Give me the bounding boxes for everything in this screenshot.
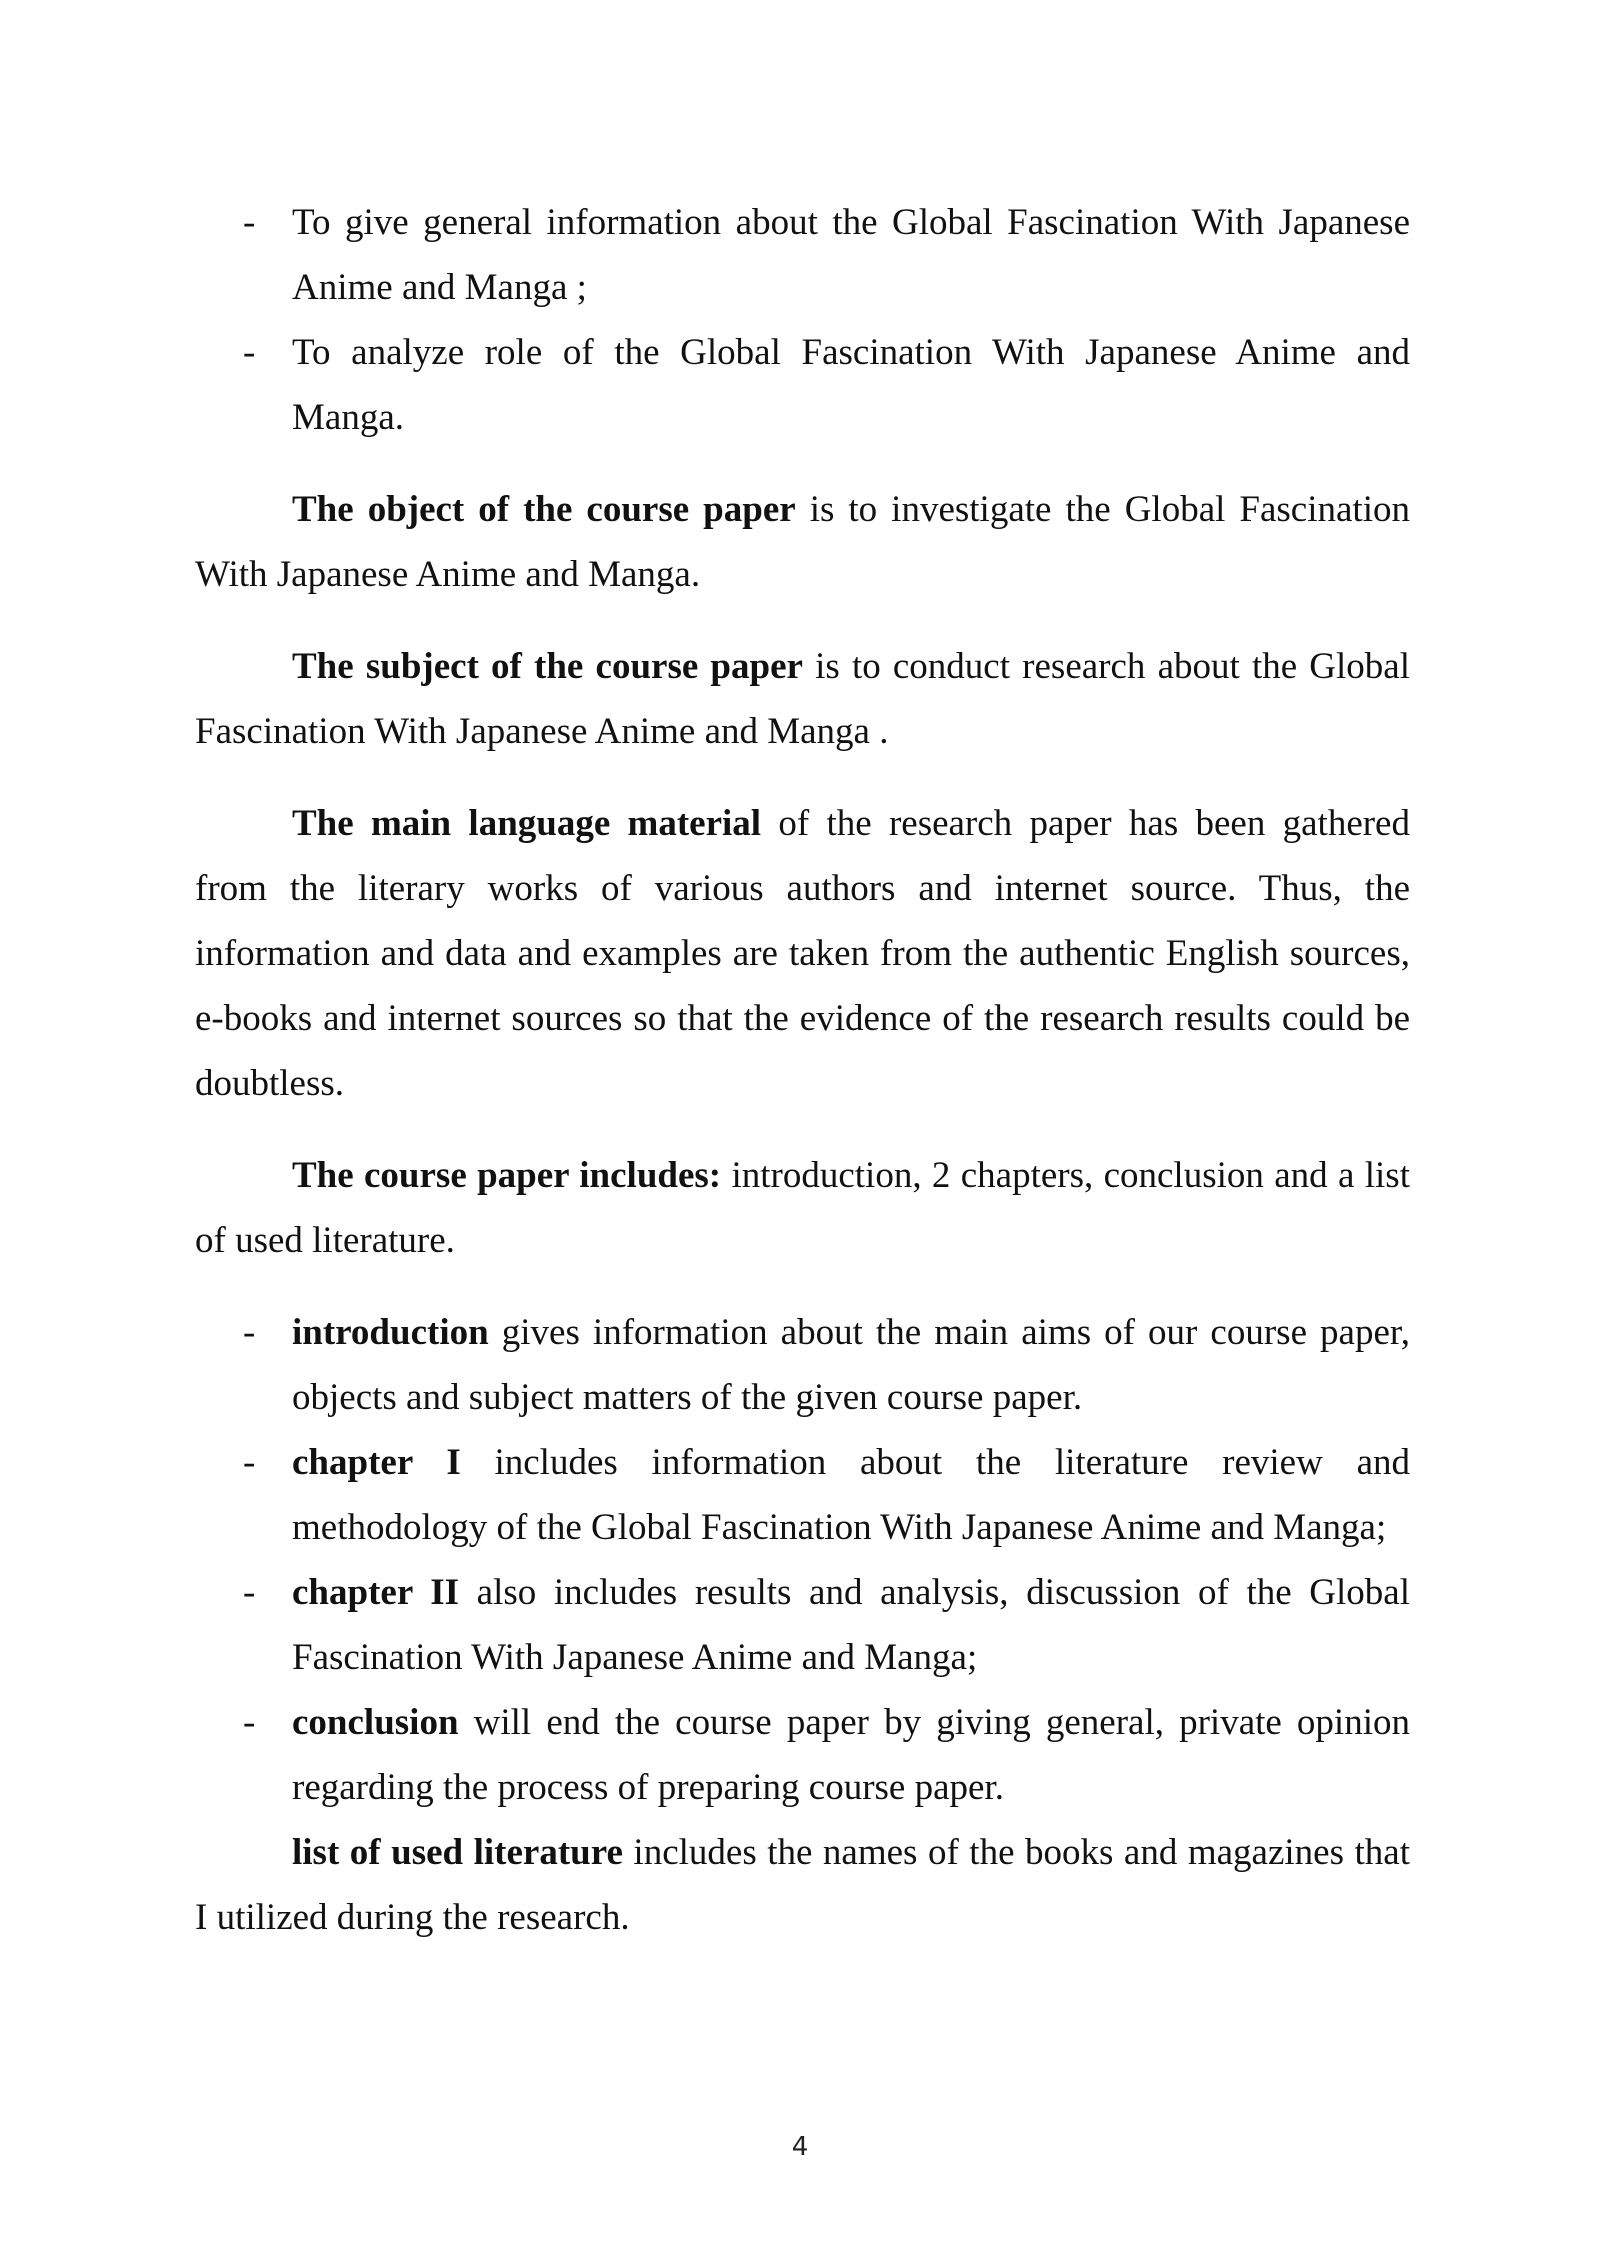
material-heading: The main language material bbox=[292, 803, 762, 844]
material-text: of the research paper has been gathered from the literary works of various authors and internet source. Thus, the information and data and examples are taken from the authentic English sources, e-books and internet sources so that the evidence of the research results could be doubtless. bbox=[195, 803, 1410, 1104]
bullet-dash: - bbox=[243, 202, 256, 243]
list-item-text: To analyze role of the Global Fascination With Japanese Anime and Manga. bbox=[292, 332, 1410, 438]
subject-text: is to conduct research about the Global Fascination With Japanese Anime and Manga . bbox=[195, 646, 1411, 752]
subject-paragraph bbox=[195, 634, 1410, 764]
page-number: 4 bbox=[791, 2132, 809, 2162]
bullet-dash: - bbox=[243, 1702, 256, 1743]
includes-text: introduction, 2 chapters, conclusion and a list of used literature. bbox=[195, 1155, 1410, 1261]
list-item-text: includes information about the literature review and methodology of the Global Fascination With Japanese Anime and Manga; bbox=[292, 1442, 1410, 1548]
aims-list bbox=[195, 190, 1410, 450]
material-paragraph bbox=[195, 791, 1410, 1116]
structure-list bbox=[195, 1300, 1410, 1820]
list-item-text: gives information about the main aims of our course paper, objects and subject matters of the given course paper. bbox=[292, 1312, 1410, 1418]
subject-heading: The subject of the course paper bbox=[292, 646, 803, 687]
list-item bbox=[195, 1430, 1410, 1560]
list-item-heading: chapter I bbox=[292, 1442, 461, 1483]
object-heading: The object of the course paper bbox=[292, 489, 796, 530]
literature-paragraph bbox=[195, 1820, 1410, 1950]
list-item bbox=[195, 320, 1410, 450]
list-item-heading: introduction bbox=[292, 1312, 489, 1353]
list-item bbox=[195, 1560, 1410, 1690]
list-item bbox=[195, 190, 1410, 320]
list-item-text: also includes results and analysis, discussion of the Global Fascination With Japanese Anime and Manga; bbox=[292, 1572, 1410, 1678]
list-item bbox=[195, 1300, 1410, 1430]
list-item bbox=[195, 1690, 1410, 1820]
page-body bbox=[195, 190, 1410, 1950]
object-text: is to investigate the Global Fascination With Japanese Anime and Manga. bbox=[195, 489, 1410, 595]
list-item-text: To give general information about the Global Fascination With Japanese Anime and Manga ; bbox=[292, 202, 1410, 308]
list-item-heading: chapter II bbox=[292, 1572, 460, 1613]
list-item-text: will end the course paper by giving general, private opinion regarding the process of preparing course paper. bbox=[292, 1702, 1410, 1808]
bullet-dash: - bbox=[243, 1442, 256, 1483]
includes-paragraph bbox=[195, 1143, 1410, 1273]
bullet-dash: - bbox=[243, 332, 256, 373]
literature-text: includes the names of the books and magazines that I utilized during the research. bbox=[195, 1832, 1410, 1938]
bullet-dash: - bbox=[243, 1572, 256, 1613]
includes-heading: The course paper includes: bbox=[292, 1155, 722, 1196]
bullet-dash: - bbox=[243, 1312, 256, 1353]
object-paragraph bbox=[195, 477, 1410, 607]
list-item-heading: conclusion bbox=[292, 1702, 459, 1743]
literature-heading: list of used literature bbox=[292, 1832, 623, 1873]
